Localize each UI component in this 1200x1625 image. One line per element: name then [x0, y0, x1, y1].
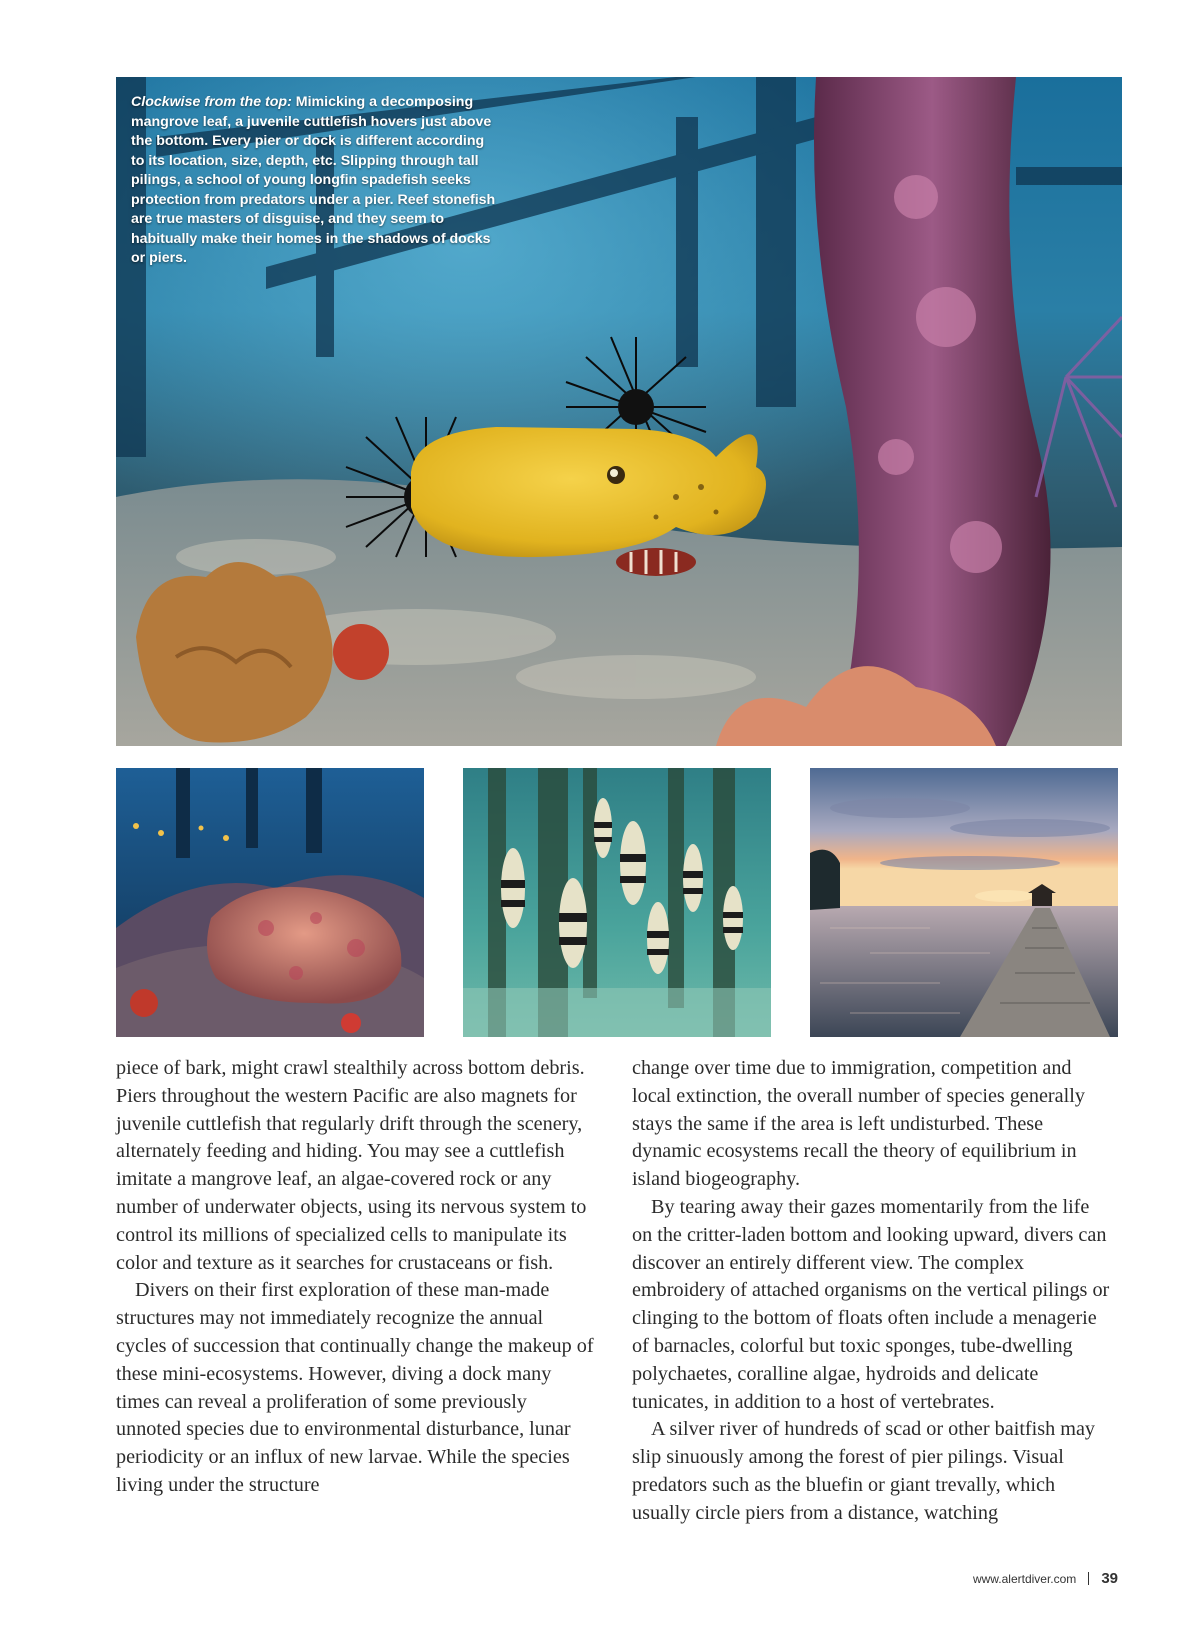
page-footer [973, 1570, 1118, 1587]
photo-caption [131, 93, 499, 269]
spadefish-photo [463, 768, 771, 1037]
footer-divider [1088, 1572, 1089, 1585]
caption-text: Mimicking a decomposing mangrove leaf, a juvenile cuttlefish hovers just above the bottom. Every pier or dock is different according to its location, size, depth, etc. Slipping through tall pilings, a school of young longfin spadefish seeks protection from predators under a pier. Reef stonefish are true masters of disguise, and they seem to habitually make their homes in the shadows of docks or piers. [131, 94, 496, 266]
body-paragraph: Divers on their first exploration of these man-made structures may not immediately recognize the annual cycles of succession that continually change the makeup of these mini-ecosystems. However, diving a dock many times can reveal a proliferation of some previously unnoted species due to environmental disturbance, lunar periodicity or an influx of new larvae. While the species living under the structure [116, 1279, 594, 1496]
stonefish-image [116, 768, 424, 1037]
body-paragraph: By tearing away their gazes momentarily from the life on the critter-laden bottom and looking upward, divers can discover an entirely different view. The complex embroidery of attached organisms on the vertical pilings or clinging to the bottom of floats often include a menagerie of barnacles, colorful but toxic sponges, tube-dwelling polychaetes, coralline algae, hydroids and delicate tunicates, in addition to a host of vertebrates. [632, 1195, 1110, 1413]
body-paragraph: change over time due to immigration, competition and local extinction, the overall number of species generally stays the same if the area is left undisturbed. These dynamic ecosystems recall the theory of equilibrium in island biogeography. [632, 1057, 1085, 1191]
pier-sunset-photo [810, 768, 1118, 1037]
stonefish-photo [116, 768, 424, 1037]
pier-sunset-image [810, 768, 1118, 1037]
caption-lead: Clockwise from the top: [131, 94, 292, 110]
body-paragraph: piece of bark, might crawl stealthily across bottom debris. Piers throughout the western Pacific are also magnets for juvenile cuttlefish that regularly drift through the scenery, alternately feeding and hiding. You may see a cuttlefish imitate a mangrove leaf, an algae-covered rock or any number of underwater objects, using its nervous system to control its millions of specialized cells to manipulate its color and texture as it searches for crustaceans or fish. [116, 1057, 587, 1274]
footer-url[interactable]: www.alertdiver.com [972, 1571, 1077, 1586]
page-number: 39 [1101, 1570, 1118, 1587]
body-column-left [116, 1055, 596, 1500]
spadefish-image [463, 768, 771, 1037]
body-column-right [632, 1055, 1112, 1528]
body-paragraph: A silver river of hundreds of scad or other baitfish may slip sinuously among the forest of pier pilings. Visual predators such as the bluefin or giant trevally, which usually circle piers from a distance, watching [632, 1418, 1096, 1524]
